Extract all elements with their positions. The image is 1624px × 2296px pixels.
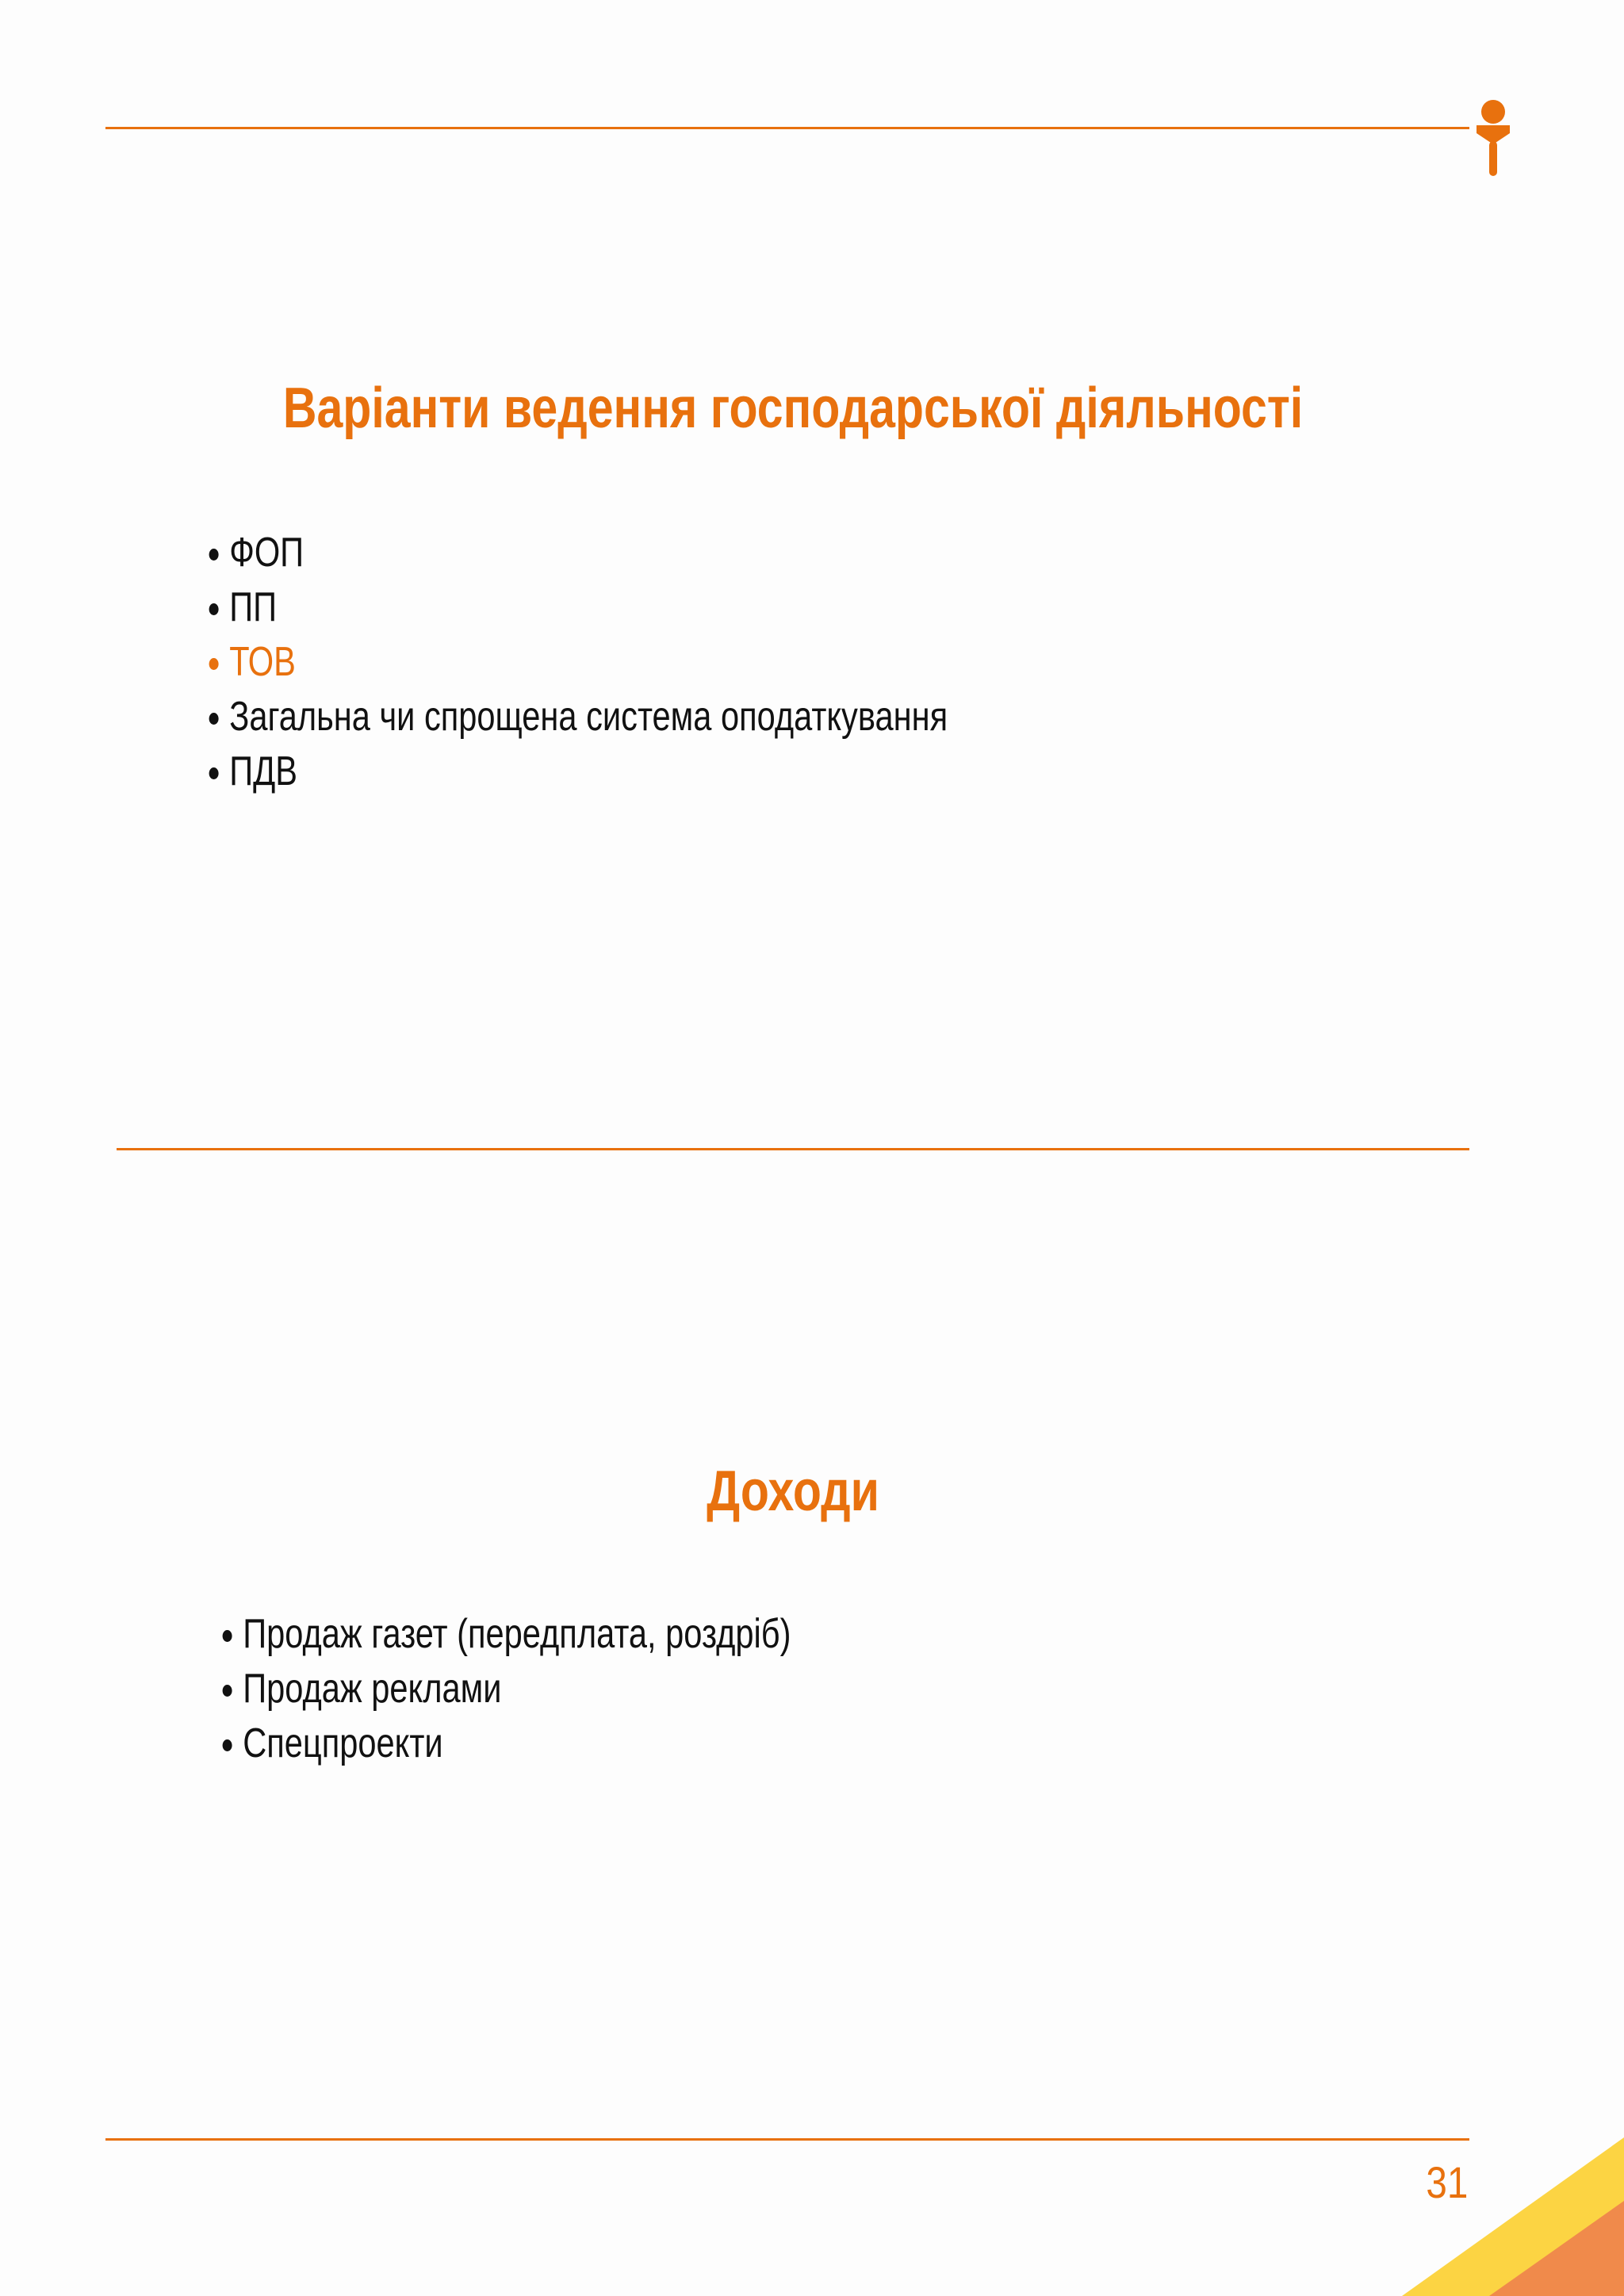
list-item: Продаж газет (передплата, роздріб) xyxy=(221,1607,791,1662)
list-item-highlighted: ТОВ xyxy=(208,635,948,690)
middle-divider xyxy=(117,1148,1469,1150)
slide-title-business-options: Варіанти ведення господарської діяльності xyxy=(282,377,1304,440)
bottom-divider xyxy=(105,2138,1469,2141)
list-item: Продаж реклами xyxy=(221,1662,791,1716)
slide-title-income: Доходи xyxy=(707,1460,879,1523)
person-icon xyxy=(1473,98,1513,178)
list-item: ФОП xyxy=(208,526,948,580)
list-item: ПДВ xyxy=(208,744,948,799)
income-list xyxy=(221,1607,791,1771)
list-item: Загальна чи спрощена система оподаткування xyxy=(208,690,948,744)
page-number: 31 xyxy=(1426,2157,1468,2207)
list-item: ПП xyxy=(208,580,948,635)
top-divider xyxy=(105,127,1469,129)
list-item: Спецпроекти xyxy=(221,1716,791,1771)
corner-decoration xyxy=(1354,2137,1624,2296)
business-options-list xyxy=(208,526,948,799)
